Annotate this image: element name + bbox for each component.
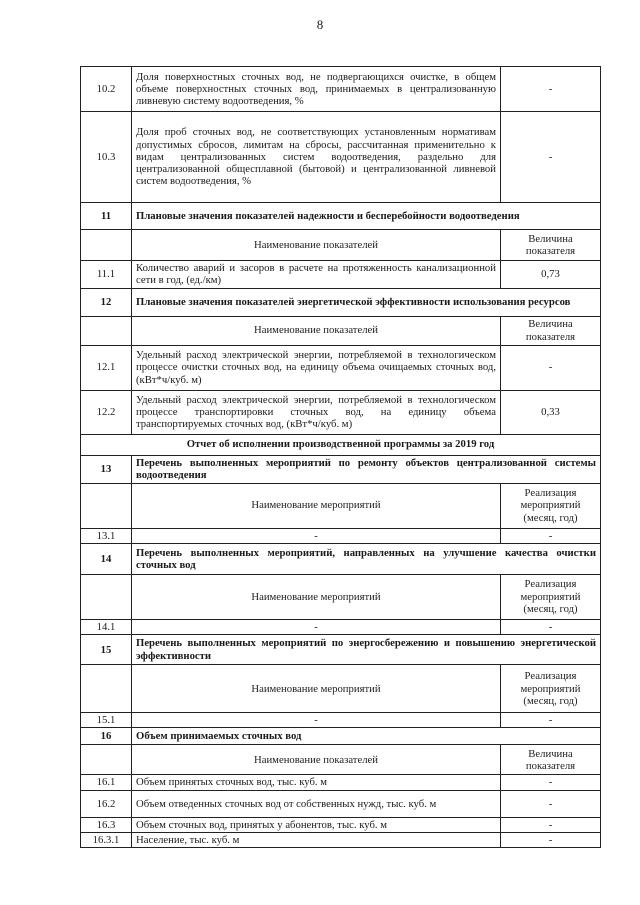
header-blank-cell [81, 230, 132, 261]
section-number: 15 [81, 635, 132, 665]
row-number: 15.1 [81, 713, 132, 728]
section-title: Перечень выполненных мероприятий, направленных на улучшение качества очистки сточных вод [132, 543, 601, 574]
row-description: - [132, 619, 501, 634]
row-number: 12.1 [81, 345, 132, 390]
row-number: 16.3.1 [81, 833, 132, 848]
row-value: - [501, 775, 601, 790]
row-description: Объем сточных вод, принятых у абонентов, тыс. куб. м [132, 817, 501, 832]
row-description: - [132, 528, 501, 543]
row-value: - [501, 833, 601, 848]
report-title-row [81, 434, 601, 455]
section-number: 13 [81, 455, 132, 483]
column-header-value: Величина показателя [501, 230, 601, 261]
row-description: Доля поверхностных сточных вод, не подвергающихся очистке, в общем объеме поверхностных сточных вод, принимаемых в централизованную ливневую систему водоотведения, % [132, 67, 501, 112]
column-header-name: Наименование мероприятий [132, 483, 501, 528]
table-row [81, 619, 601, 634]
row-description: Доля проб сточных вод, не соответствующих установленным нормативам допустимых сбросов, лимитам на сбросы, рассчитанная применительно к видам централизованных систем водоотведения, раздельно для централизованной общесплавной (бытовой) и централизованной ливневой систем водоотведения, % [132, 112, 501, 203]
column-header-row [81, 483, 601, 528]
table-row [81, 528, 601, 543]
row-value: - [501, 817, 601, 832]
column-header-value: Реализация мероприятий (месяц, год) [501, 574, 601, 619]
column-header-row [81, 574, 601, 619]
section-number: 16 [81, 728, 132, 745]
section-title: Перечень выполненных мероприятий по ремонту объектов централизованной системы водоотведения [132, 455, 601, 483]
indicators-table [80, 66, 601, 848]
section-title: Плановые значения показателей энергетической эффективности использования ресурсов [132, 288, 601, 316]
column-header-value: Величина показателя [501, 745, 601, 775]
page-number: 8 [316, 17, 324, 32]
column-header-value: Реализация мероприятий (месяц, год) [501, 665, 601, 713]
row-value: 0,73 [501, 261, 601, 289]
header-blank-cell [81, 574, 132, 619]
row-value: - [501, 345, 601, 390]
row-number: 14.1 [81, 619, 132, 634]
table-row [81, 345, 601, 390]
column-header-row [81, 316, 601, 345]
row-description: Удельный расход электрической энергии, потребляемой в технологическом процессе очистки сточных вод, на единицу объема очищаемых сточных вод, (кВт*ч/куб. м) [132, 345, 501, 390]
row-value: 0,33 [501, 390, 601, 434]
table-row [81, 790, 601, 817]
column-header-name: Наименование показателей [132, 745, 501, 775]
row-number: 16.1 [81, 775, 132, 790]
table-row [81, 775, 601, 790]
table-row [81, 390, 601, 434]
table-row [81, 67, 601, 112]
column-header-name: Наименование мероприятий [132, 574, 501, 619]
row-number: 10.3 [81, 112, 132, 203]
row-value: - [501, 112, 601, 203]
row-number: 11.1 [81, 261, 132, 289]
section-number: 12 [81, 288, 132, 316]
row-description: Удельный расход электрической энергии, потребляемой в технологическом процессе транспортировки сточных вод, на единицу объема транспортируемых сточных вод, (кВт*ч/куб. м) [132, 390, 501, 434]
section-title: Плановые значения показателей надежности и бесперебойности водоотведения [132, 203, 601, 230]
table-row [81, 261, 601, 289]
section-row [81, 455, 601, 483]
report-title: Отчет об исполнении производственной программы за 2019 год [81, 434, 601, 455]
section-row [81, 543, 601, 574]
section-row [81, 728, 601, 745]
column-header-name: Наименование мероприятий [132, 665, 501, 713]
row-number: 12.2 [81, 390, 132, 434]
column-header-row [81, 665, 601, 713]
section-title: Перечень выполненных мероприятий по энергосбережению и повышению энергетической эффективности [132, 635, 601, 665]
header-blank-cell [81, 483, 132, 528]
section-row [81, 635, 601, 665]
row-description: Объем принятых сточных вод, тыс. куб. м [132, 775, 501, 790]
column-header-value: Величина показателя [501, 316, 601, 345]
header-blank-cell [81, 316, 132, 345]
table-row [81, 833, 601, 848]
row-value: - [501, 713, 601, 728]
header-blank-cell [81, 665, 132, 713]
section-title: Объем принимаемых сточных вод [132, 728, 601, 745]
row-description: Население, тыс. куб. м [132, 833, 501, 848]
section-number: 14 [81, 543, 132, 574]
header-blank-cell [81, 745, 132, 775]
row-number: 16.2 [81, 790, 132, 817]
table-row [81, 817, 601, 832]
column-header-row [81, 230, 601, 261]
section-number: 11 [81, 203, 132, 230]
row-description: - [132, 713, 501, 728]
row-value: - [501, 67, 601, 112]
row-value: - [501, 790, 601, 817]
row-description: Количество аварий и засоров в расчете на протяженность канализационной сети в год, (ед./км) [132, 261, 501, 289]
row-description: Объем отведенных сточных вод от собственных нужд, тыс. куб. м [132, 790, 501, 817]
row-number: 10.2 [81, 67, 132, 112]
section-row [81, 203, 601, 230]
column-header-row [81, 745, 601, 775]
column-header-name: Наименование показателей [132, 230, 501, 261]
table-row [81, 112, 601, 203]
row-number: 13.1 [81, 528, 132, 543]
section-row [81, 288, 601, 316]
table-row [81, 713, 601, 728]
column-header-value: Реализация мероприятий (месяц, год) [501, 483, 601, 528]
row-number: 16.3 [81, 817, 132, 832]
row-value: - [501, 619, 601, 634]
column-header-name: Наименование показателей [132, 316, 501, 345]
row-value: - [501, 528, 601, 543]
